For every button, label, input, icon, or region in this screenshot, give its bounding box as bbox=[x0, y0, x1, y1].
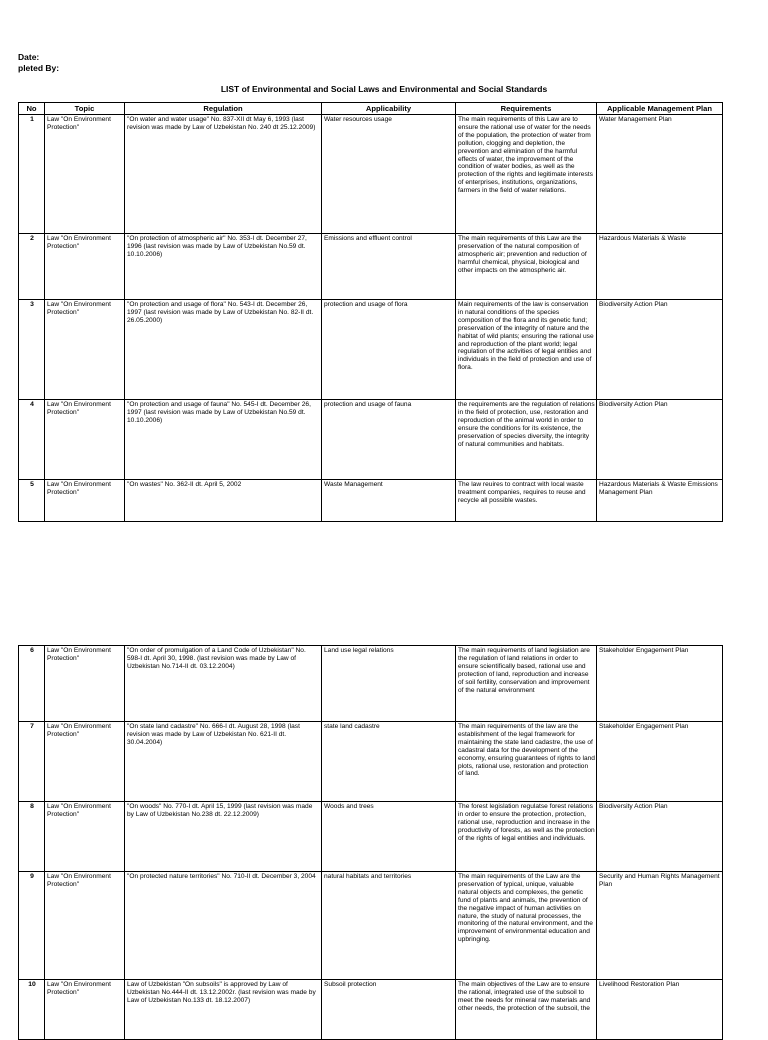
document-title: LIST of Environmental and Social Laws and Environmental and Social Standards bbox=[220, 84, 548, 94]
row-management-plan: Stakeholder Engagement Plan bbox=[597, 722, 723, 802]
row-number: 9 bbox=[19, 872, 45, 980]
row-applicability: Subsoil protection bbox=[322, 980, 456, 1040]
row-management-plan: Security and Human Rights Management Plan bbox=[597, 872, 723, 980]
column-header-no: No bbox=[19, 103, 45, 115]
row-applicability: natural habitats and territories bbox=[322, 872, 456, 980]
table-row bbox=[19, 722, 723, 802]
row-requirements: The main requirements of land legislation are the regulation of land relations in order to ensure scientifically based, rational use and protection of land, reproduction and increase of soil fertility, conservation and improvement of the natural environment bbox=[456, 646, 597, 722]
column-header-topic: Topic bbox=[45, 103, 125, 115]
row-number: 2 bbox=[19, 234, 45, 300]
row-regulation: "On order of promulgation of a Land Code of Uzbekistan" No. 598-I dt. April 30, 1998. (last revision was made by Law of Uzbekistan No.714-II dt. 03.12.2004) bbox=[125, 646, 322, 722]
table-row bbox=[19, 646, 723, 722]
laws-table-lower bbox=[18, 645, 723, 1040]
table-row bbox=[19, 300, 723, 400]
row-number: 10 bbox=[19, 980, 45, 1040]
row-management-plan: Livelihood Restoration Plan bbox=[597, 980, 723, 1040]
row-regulation: "On protection of atmospheric air" No. 353-I dt. December 27, 1996 (last revision was made by Law of Uzbekistan No.59 dt. 10.10.2006) bbox=[125, 234, 322, 300]
row-requirements: The main requirements of this Law are to ensure the rational use of water for the needs of the population, the protection of water from pollution, clogging and depletion, the prevention and elimination of the harmful effects of water, the improvement of the condition of water bodies, as well as the protection of the rights and legitimate interests of enterprises, institutions, organizations, farmers in the field of water relations. bbox=[456, 115, 597, 234]
row-number: 7 bbox=[19, 722, 45, 802]
table-row bbox=[19, 115, 723, 234]
row-management-plan: Biodiversity Action Plan bbox=[597, 802, 723, 872]
row-topic: Law "On Environment Protection" bbox=[45, 234, 125, 300]
completed-by-label: pleted By: bbox=[18, 63, 60, 73]
table-row bbox=[19, 802, 723, 872]
table-row bbox=[19, 872, 723, 980]
row-topic: Law "On Environment Protection" bbox=[45, 980, 125, 1040]
column-header-applicability: Applicability bbox=[322, 103, 456, 115]
row-applicability: protection and usage of fauna bbox=[322, 400, 456, 480]
date-label: Date: bbox=[18, 52, 40, 62]
row-requirements: the requirements are the regulation of relations in the field of protection, use, restoration and reproduction of the animal world in order to ensure the conditions for its existence, the preservation of species diversity, the integrity of natural communities and habitats. bbox=[456, 400, 597, 480]
row-regulation: "On woods" No. 770-I dt. April 15, 1999 (last revision was made by Law of Uzbekistan No.238 dt. 22.12.2009) bbox=[125, 802, 322, 872]
row-regulation: "On protected nature territories" No. 710-II dt. December 3, 2004 bbox=[125, 872, 322, 980]
row-number: 5 bbox=[19, 480, 45, 522]
row-applicability: Waste Management bbox=[322, 480, 456, 522]
row-applicability: Emissions and effluent control bbox=[322, 234, 456, 300]
row-applicability: state land cadastre bbox=[322, 722, 456, 802]
row-applicability: protection and usage of flora bbox=[322, 300, 456, 400]
row-regulation: "On wastes" No. 362-II dt. April 5, 2002 bbox=[125, 480, 322, 522]
row-regulation: "On protection and usage of flora" No. 543-I dt. December 26, 1997 (last revision was made by Law of Uzbekistan No. 82-II dt. 26.05.2000) bbox=[125, 300, 322, 400]
row-regulation: "On protection and usage of fauna" No. 545-I dt. December 26, 1997 (last revision was made by Law of Uzbekistan No.59 dt. 10.10.2006) bbox=[125, 400, 322, 480]
table-row bbox=[19, 234, 723, 300]
column-header-regulation: Regulation bbox=[125, 103, 322, 115]
row-topic: Law "On Environment Protection" bbox=[45, 115, 125, 234]
row-regulation: "On water and water usage" No. 837-XII dt May 6, 1993 (last revision was made by Law of Uzbekistan No. 240 dt 25.12.2009) bbox=[125, 115, 322, 234]
row-management-plan: Biodiversity Action Plan bbox=[597, 400, 723, 480]
row-management-plan: Hazardous Materials & Waste Emissions Management Plan bbox=[597, 480, 723, 522]
row-management-plan: Hazardous Materials & Waste bbox=[597, 234, 723, 300]
row-number: 3 bbox=[19, 300, 45, 400]
row-topic: Law "On Environment Protection" bbox=[45, 300, 125, 400]
column-header-management-plan: Applicable Management Plan bbox=[597, 103, 723, 115]
row-topic: Law "On Environment Protection" bbox=[45, 802, 125, 872]
row-topic: Law "On Environment Protection" bbox=[45, 722, 125, 802]
row-topic: Law "On Environment Protection" bbox=[45, 646, 125, 722]
row-topic: Law "On Environment Protection" bbox=[45, 480, 125, 522]
laws-table-upper bbox=[18, 102, 723, 522]
row-regulation: "On state land cadastre" No. 666-I dt. August 28, 1998 (last revision was made by Law of Uzbekistan No. 621-II dt. 30.04.2004) bbox=[125, 722, 322, 802]
row-requirements: The forest legislation regulatse forest relations in order to ensure the protection, protection, rational use, reproduction and increase in the productivity of forests, as well as the protection of the rights of legal entities and individuals. bbox=[456, 802, 597, 872]
row-number: 4 bbox=[19, 400, 45, 480]
table-row bbox=[19, 400, 723, 480]
row-number: 1 bbox=[19, 115, 45, 234]
row-requirements: The main objectives of the Law are to ensure the rational, integrated use of the subsoil to meet the needs for mineral raw materials and other needs, the protection of the subsoil, the bbox=[456, 980, 597, 1040]
table-row bbox=[19, 980, 723, 1040]
row-number: 6 bbox=[19, 646, 45, 722]
row-requirements: The main requirements of the Law are the preservation of typical, unique, valuable natural objects and complexes, the genetic fund of plants and animals, the prevention of the negative impact of human activities on nature, the study of natural processes, the monitoring of the natural environment, and the improvement of environmental education and upbringing. bbox=[456, 872, 597, 980]
row-applicability: Woods and trees bbox=[322, 802, 456, 872]
column-header-requirements: Requirements bbox=[456, 103, 597, 115]
row-topic: Law "On Environment Protection" bbox=[45, 400, 125, 480]
row-management-plan: Stakeholder Engagement Plan bbox=[597, 646, 723, 722]
row-management-plan: Biodiversity Action Plan bbox=[597, 300, 723, 400]
row-applicability: Land use legal relations bbox=[322, 646, 456, 722]
row-requirements: Main requirements of the law is conservation in natural conditions of the species composition of the flora and its genetic fund; preservation of the integrity of nature and the habitat of wild plants; ensuring the rational use and reproduction of the plant world; legal regulation of the activities of legal entities and individuals in the field of protection and use of flora. bbox=[456, 300, 597, 400]
row-applicability: Water resources usage bbox=[322, 115, 456, 234]
table-row bbox=[19, 480, 723, 522]
row-requirements: The main requirements of this Law are the preservation of the natural composition of atmospheric air; prevention and reduction of harmful chemical, physical, biological and other impacts on the atmospheric air. bbox=[456, 234, 597, 300]
row-management-plan: Water Management Plan bbox=[597, 115, 723, 234]
row-topic: Law "On Environment Protection" bbox=[45, 872, 125, 980]
row-number: 8 bbox=[19, 802, 45, 872]
row-requirements: The main requirements of the law are the establishment of the legal framework for maintaining the state land cadastre, the use of cadastral data for the development of the economy, ensuring guarantees of rights to land plots, rational use, restoration and protection of land. bbox=[456, 722, 597, 802]
table-header-row bbox=[19, 103, 723, 115]
row-regulation: Law of Uzbekistan "On subsoils" is approved by Law of Uzbekistan No.444-II dt. 13.12.2002r. (last revision was made by Law of Uzbekistan No.133 dt. 18.12.2007) bbox=[125, 980, 322, 1040]
row-requirements: The law reuires to contract with local waste treatment companies, requires to reuse and recycle all possible wastes. bbox=[456, 480, 597, 522]
